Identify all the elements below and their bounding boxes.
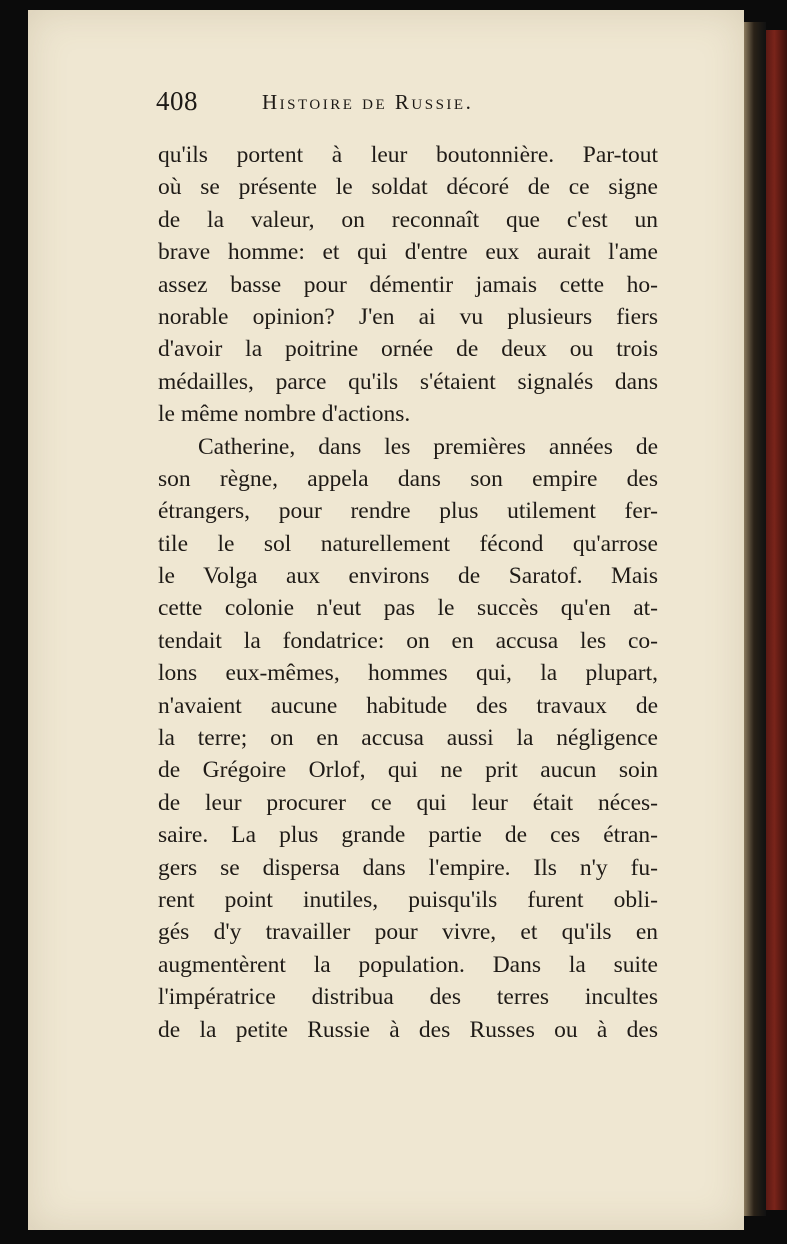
text-line: tile le sol naturellement fécond qu'arrose <box>158 530 658 557</box>
body-text <box>158 139 658 1046</box>
page-header <box>156 86 556 126</box>
text-line: de Grégoire Orlof, qui ne prit aucun soin <box>158 757 658 784</box>
text-line: gés d'y travailler pour vivre, et qu'ils en <box>158 919 658 946</box>
text-line: norable opinion? J'en ai vu plusieurs fiers <box>158 303 658 330</box>
text-line: où se présente le soldat décoré de ce signe <box>158 174 658 201</box>
text-line: le Volga aux environs de Saratof. Mais <box>158 563 658 590</box>
text-line: n'avaient aucune habitude des travaux de <box>158 692 658 719</box>
text-line: le même nombre d'actions. <box>158 401 411 428</box>
text-line: cette colonie n'eut pas le succès qu'en at- <box>158 595 658 622</box>
text-line: brave homme: et qui d'entre eux aurait l'ame <box>158 239 658 266</box>
text-line: rent point inutiles, puisqu'ils furent obli- <box>158 886 658 913</box>
running-title: Histoire de Russie. <box>262 90 474 114</box>
text-line: augmentèrent la population. Dans la suite <box>158 951 658 978</box>
paragraph <box>158 431 658 1046</box>
text-line: qu'ils portent à leur boutonnière. Par-tout <box>158 142 658 168</box>
paragraph <box>158 139 658 431</box>
binding-strip <box>766 30 787 1210</box>
text-line: saire. La plus grande partie de ces étran- <box>158 822 658 849</box>
text-line: gers se dispersa dans l'empire. Ils n'y fu- <box>158 854 658 881</box>
text-line: l'impératrice distribua des terres incultes <box>158 984 658 1011</box>
text-line: d'avoir la poitrine ornée de deux ou trois <box>158 336 658 363</box>
page-number: 408 <box>156 86 198 116</box>
text-line: de leur procurer ce qui leur était néces- <box>158 789 658 816</box>
text-line: étrangers, pour rendre plus utilement fer- <box>158 498 658 525</box>
page-edge <box>744 22 766 1216</box>
text-line: de la valeur, on reconnaît que c'est un <box>158 206 658 233</box>
text-line: la terre; on en accusa aussi la négligence <box>158 725 658 752</box>
text-line: son règne, appela dans son empire des <box>158 465 658 492</box>
text-line: lons eux-mêmes, hommes qui, la plupart, <box>158 660 658 687</box>
text-line: tendait la fondatrice: on en accusa les co- <box>158 627 658 654</box>
text-line: de la petite Russie à des Russes ou à des <box>158 1016 658 1043</box>
text-line: médailles, parce qu'ils s'étaient signalés dans <box>158 368 658 395</box>
text-line: assez basse pour démentir jamais cette ho- <box>158 271 658 298</box>
text-line: Catherine, dans les premières années de <box>198 433 658 460</box>
